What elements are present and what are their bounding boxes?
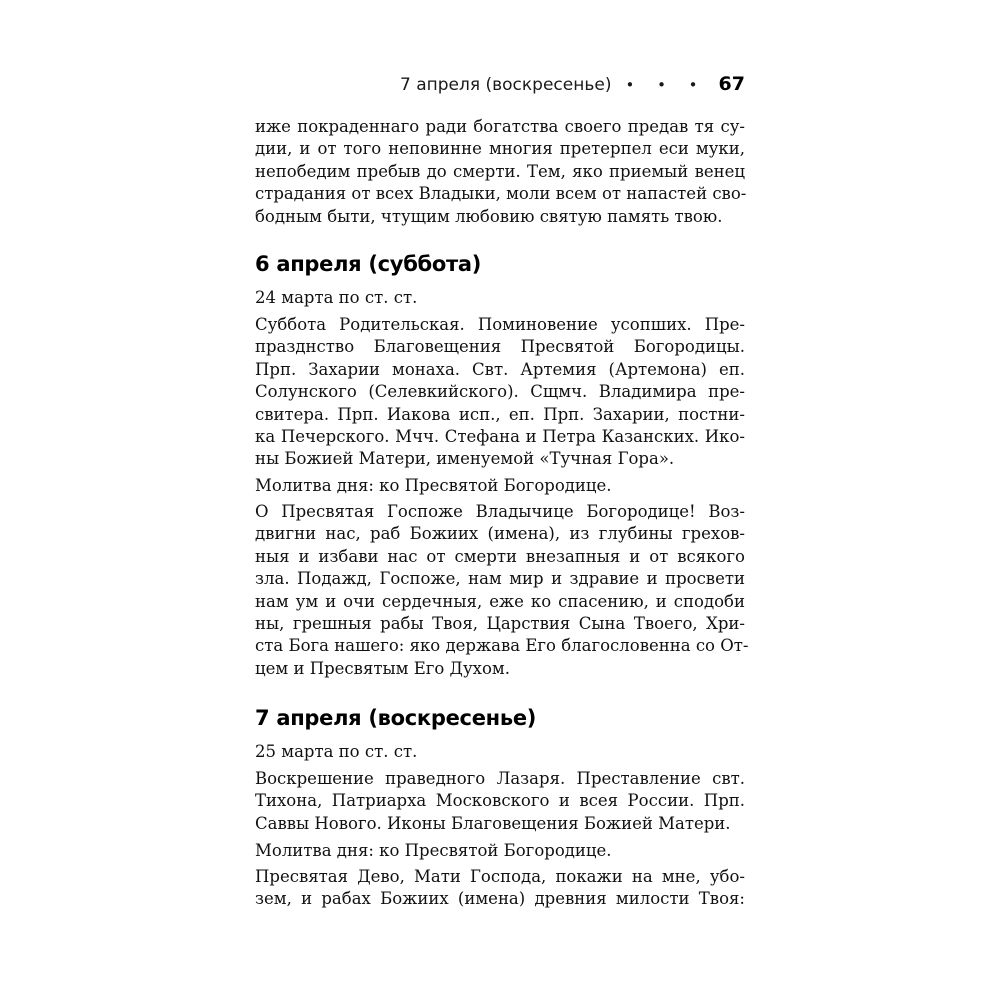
prayer-paragraph [255, 501, 749, 680]
intro-paragraph [255, 116, 745, 228]
text-line: 24 марта по ст. ст. [255, 288, 418, 307]
commemoration-paragraph [255, 768, 745, 835]
prayer-paragraph [255, 866, 745, 911]
running-header [255, 72, 745, 97]
text-line: иже покраденнаго ради богатства своего предав тя су- [255, 117, 745, 136]
section-heading-april-6: 6 апреля (суббота) [255, 252, 482, 276]
text-line: ныя и избави нас от смерти внезапныя и от всякого [255, 546, 745, 566]
text-line: празднство Благовещения Пресвятой Богородицы. [255, 337, 745, 357]
section-heading-april-7: 7 апреля (воскресенье) [255, 706, 537, 730]
text-line: цем и Пресвятым Его Духом. [255, 658, 511, 678]
text-line: свитера. Прп. Иакова исп., еп. Прп. Захарии, постни- [255, 404, 745, 424]
text-line: зем, и рабах Божиих (имена) древния милости Твоя: [255, 889, 745, 909]
text-line: Солунского (Селевкийского). Сщмч. Владимира пре- [255, 382, 745, 402]
text-line: дии, и от того неповинне многия претерпел еси муки, [255, 139, 745, 159]
text-line: Молитва дня: ко Пресвятой Богородице. [255, 841, 612, 860]
text-line: Саввы Нового. Иконы Благовещения Божией Матери. [255, 813, 731, 833]
text-line: Воскрешение праведного Лазаря. Преставление свт. [255, 769, 745, 788]
text-line: ста Бога нашего: яко держава Его благословенна со От- [255, 636, 749, 656]
old-style-date [255, 287, 745, 309]
text-line: зла. Подажд, Госпоже, нам мир и здравие и просвети [255, 569, 745, 589]
text-line: Пресвятая Дево, Мати Господа, покажи на мне, убо- [255, 867, 745, 886]
text-line: нам ум и очи сердечныя, еже ко спасению, и сподоби [255, 591, 745, 611]
text-line: Молитва дня: ко Пресвятой Богородице. [255, 476, 612, 495]
commemoration-paragraph [255, 314, 745, 471]
text-line: двигни нас, раб Божиих (имена), из глубины грехов- [255, 524, 745, 544]
text-line: О Пресвятая Госпоже Владычице Богородице! Воз- [255, 502, 745, 521]
text-line: 25 марта по ст. ст. [255, 742, 418, 761]
text-line: бодным быти, чтущим любовию святую память твою. [255, 206, 723, 226]
text-line: ны, грешныя рабы Твоя, Царствия Сына Твоего, Хри- [255, 614, 745, 634]
text-line: Суббота Родительская. Поминовение усопших. Пре- [255, 315, 745, 334]
text-line: страдания от всех Владыки, моли всем от напастей сво- [255, 184, 747, 204]
prayer-title [255, 840, 745, 862]
page-number: 67 [718, 73, 745, 95]
separator-dots: • • • [625, 76, 707, 94]
text-line: Тихона, Патриарха Московского и всея России. Прп. [255, 791, 745, 811]
text-line: непобедим пребыв до смерти. Тем, яко приемый венец [255, 161, 745, 181]
old-style-date [255, 741, 745, 763]
prayer-title [255, 475, 745, 497]
running-title: 7 апреля (воскресенье) [400, 75, 612, 95]
text-line: ны Божией Матери, именуемой «Тучная Гора». [255, 449, 675, 469]
text-line: Прп. Захарии монаха. Свт. Артемия (Артемона) еп. [255, 359, 745, 379]
text-line: ка Печерского. Мчч. Стефана и Петра Казанских. Ико- [255, 427, 745, 447]
